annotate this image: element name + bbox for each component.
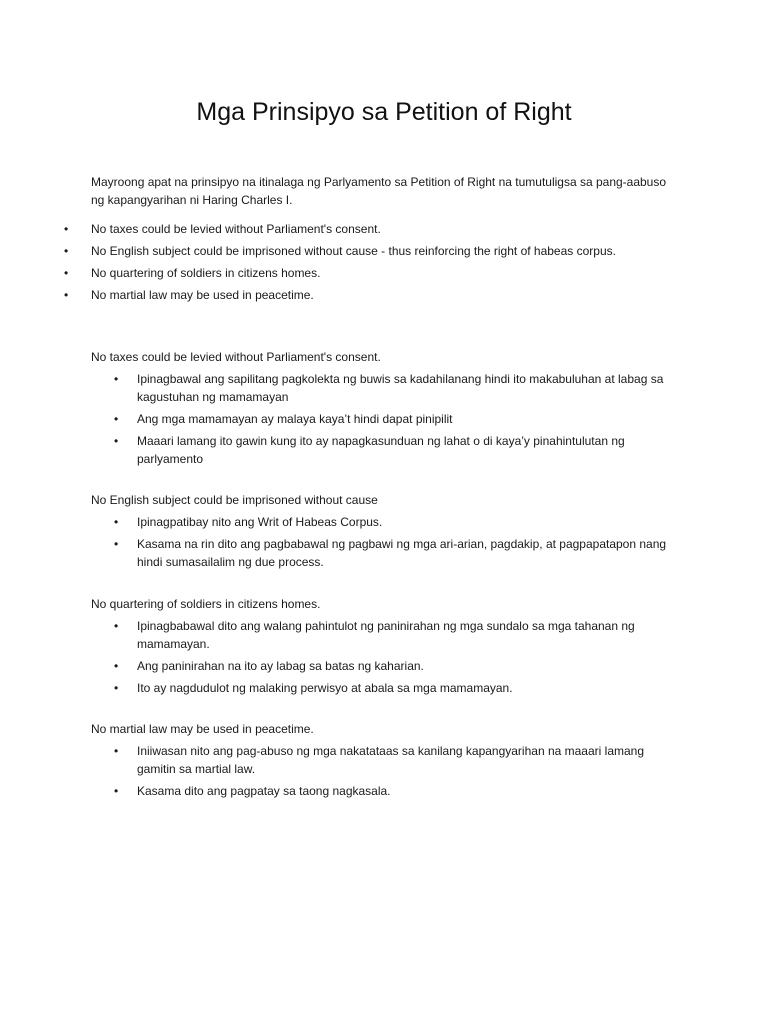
list-item-text: Iniiwasan nito ang pag-abuso ng mga nakatataas sa kanilang kapangyarihan na maaari lamang gamitin sa martial law. — [137, 744, 645, 776]
section-heading: No taxes could be levied without Parliament's consent. — [91, 350, 381, 364]
section-imprisonment — [91, 491, 691, 575]
list-item-text: Maaari lamang ito gawin kung ito ay napagkasunduan ng lahat o di kaya’y pinahintulutan ng parlyamento — [137, 434, 625, 466]
bullet-icon: • — [114, 619, 119, 633]
list-item — [91, 410, 677, 428]
section-taxes — [91, 348, 691, 472]
list-item — [91, 657, 677, 675]
bullet-icon: • — [114, 744, 119, 758]
list-item-text: Kasama na rin dito ang pagbabawal ng pagbawi ng mga ari-arian, pagdakip, at pagpapatapon nang hindi sumasailalim ng due process. — [137, 537, 667, 569]
page-title: Mga Prinsipyo sa Petition of Right — [196, 98, 572, 126]
bullet-icon: • — [114, 434, 119, 448]
list-item-text: Ipinagbawal ang sapilitang pagkolekta ng buwis sa kadahilanang hindi ito makabuluhan at labag sa kagustuhan ng mamamayan — [137, 372, 664, 404]
summary-item-text: No taxes could be levied without Parliament's consent. — [91, 222, 381, 236]
list-item-text: Ang paninirahan na ito ay labag sa batas ng kaharian. — [137, 659, 424, 673]
bullet-icon: • — [114, 372, 119, 386]
list-item-text: Ang mga mamamayan ay malaya kaya’t hindi dapat pinipilit — [137, 412, 453, 426]
section-martial-law — [91, 720, 691, 804]
summary-list — [62, 220, 682, 308]
list-item-text: Kasama dito ang pagpatay sa taong nagkasala. — [137, 784, 391, 798]
list-item — [91, 742, 677, 778]
bullet-icon: • — [114, 784, 119, 798]
section-quartering — [91, 595, 691, 701]
list-item — [91, 782, 677, 800]
bullet-icon: • — [64, 222, 69, 236]
list-item-text: Ipinagpatibay nito ang Writ of Habeas Corpus. — [137, 515, 383, 529]
bullet-icon: • — [64, 244, 69, 258]
section-list — [91, 742, 691, 800]
summary-item — [62, 220, 682, 238]
list-item — [91, 432, 677, 468]
bullet-icon: • — [114, 515, 119, 529]
summary-item — [62, 242, 682, 260]
section-heading: No quartering of soldiers in citizens homes. — [91, 597, 321, 611]
summary-item — [62, 264, 682, 282]
list-item — [91, 513, 677, 531]
section-list — [91, 513, 691, 571]
bullet-icon: • — [114, 681, 119, 695]
summary-item — [62, 286, 682, 304]
list-item — [91, 535, 677, 571]
bullet-icon: • — [114, 537, 119, 551]
list-item — [91, 679, 677, 697]
list-item — [91, 617, 677, 653]
list-item-text: Ipinagbabawal dito ang walang pahintulot ng paninirahan ng mga sundalo sa mga tahanan ng mamamayan. — [137, 619, 635, 651]
section-heading: No English subject could be imprisoned without cause — [91, 493, 378, 507]
summary-item-text: No quartering of soldiers in citizens homes. — [91, 266, 321, 280]
section-heading: No martial law may be used in peacetime. — [91, 722, 314, 736]
bullet-icon: • — [64, 266, 69, 280]
summary-item-text: No English subject could be imprisoned without cause - thus reinforcing the right of habeas corpus. — [91, 244, 616, 258]
bullet-icon: • — [114, 412, 119, 426]
section-list — [91, 370, 691, 468]
list-item-text: Ito ay nagdudulot ng malaking perwisyo at abala sa mga mamamayan. — [137, 681, 513, 695]
bullet-icon: • — [114, 659, 119, 673]
bullet-icon: • — [64, 288, 69, 302]
list-item — [91, 370, 677, 406]
section-list — [91, 617, 691, 697]
summary-item-text: No martial law may be used in peacetime. — [91, 288, 314, 302]
intro-paragraph: Mayroong apat na prinsipyo na itinalaga ng Parlyamento sa Petition of Right na tumutuligsa sa pang-aabuso ng kapangyarihan ni Haring Charles I. — [91, 175, 667, 207]
